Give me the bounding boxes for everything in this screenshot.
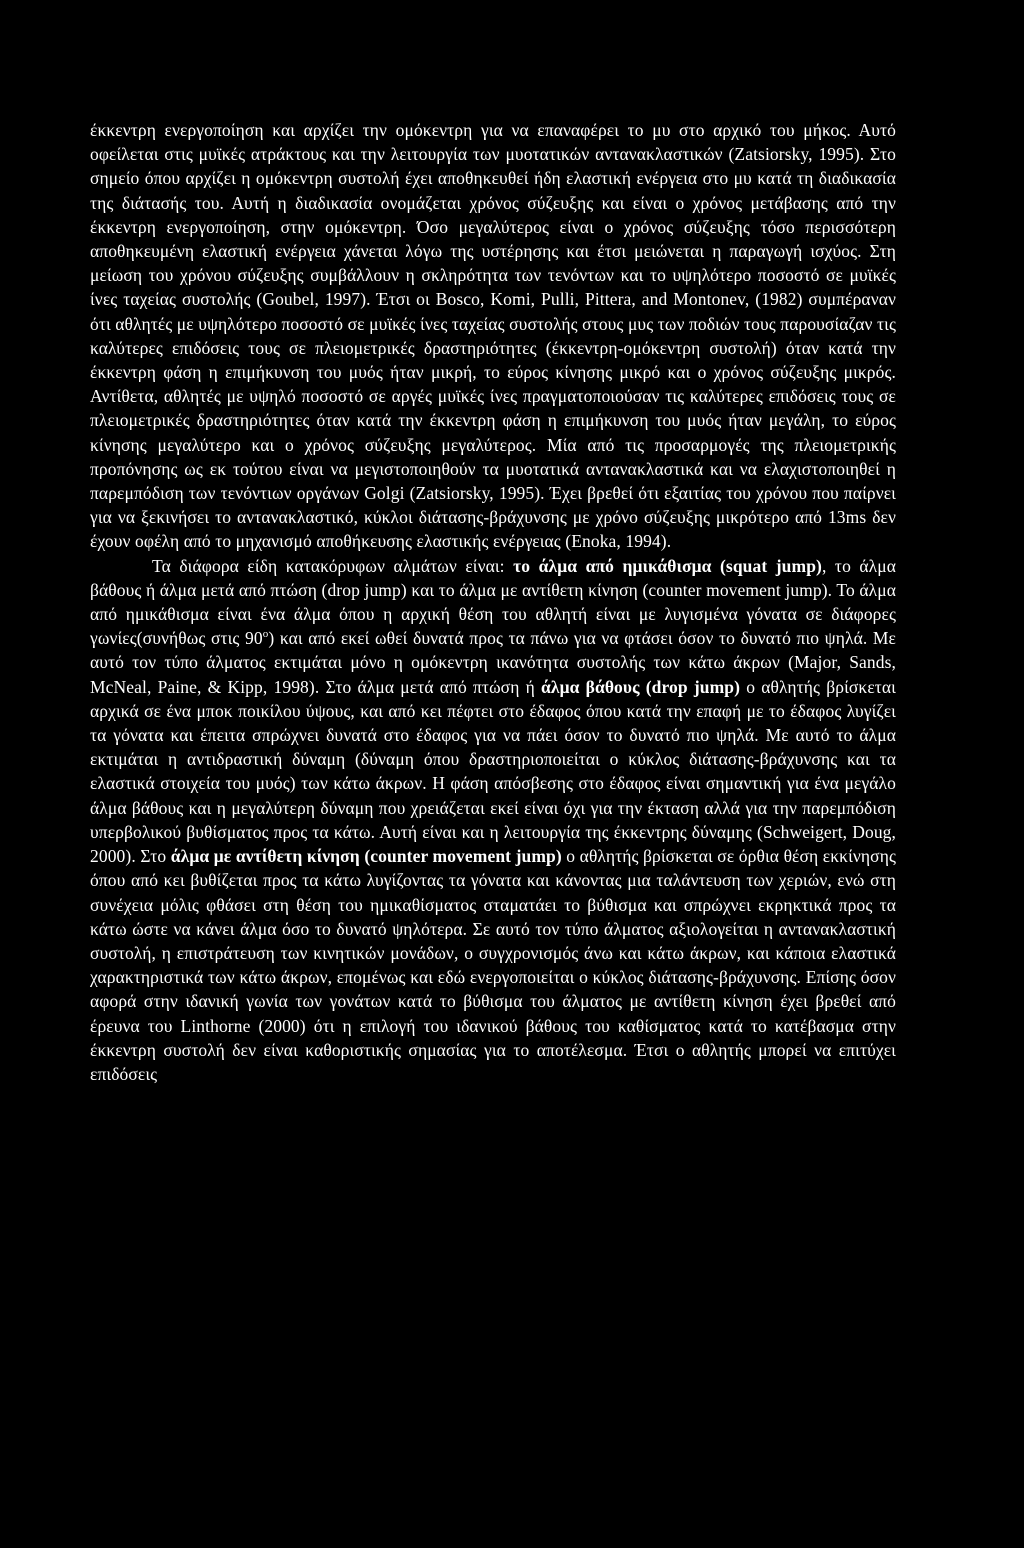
degree-superscript: ο bbox=[262, 628, 269, 641]
document-page bbox=[90, 118, 896, 1086]
paragraph-plyometric-coupling bbox=[90, 118, 896, 554]
bold-term-drop-jump: άλμα βάθους (drop jump) bbox=[541, 676, 741, 697]
text-run: , το άλμα βάθους ή άλμα μετά από πτώση (drop jump) και το άλμα με αντίθετη κίνηση (counter movement jump). Το άλμα από ημικάθισμα είναι ένα άλμα όπου η αρχική θέση του αθλητή είναι με λυγισμένα γόνατα σε διάφορες γωνίες(συνήθως στις 90 bbox=[90, 555, 897, 649]
text-run: ) και από εκεί ωθεί δυνατά προς τα πάνω για να φτάσει όσον το δυνατό πιο ψηλά. Με αυτό τον τύπο άλματος εκτιμάται μόνο η ομόκεντρη ικανότητα συστολής των κάτω άκρων (Major, Sands, McNeal, Paine, & Kipp, 1998). Στο άλμα μετά από πτώση ή bbox=[90, 628, 896, 697]
text-run: Τα διάφορα είδη κατακόρυφων αλμάτων είναι: bbox=[152, 555, 514, 576]
bold-term-counter-movement-jump: άλμα με αντίθετη κίνηση (counter movement jump) bbox=[170, 846, 562, 867]
bold-term-squat-jump: το άλμα από ημικάθισμα (squat jump) bbox=[513, 555, 822, 576]
text-run: ο αθλητής βρίσκεται σε όρθια θέση εκκίνησης όπου από κει βυθίζεται προς τα κάτω λυγίζοντας τα γόνατα και κάνοντας μια ταλάντευση των χεριών, ενώ στη συνέχεια μόλις φθάσει στη θέση του ημικαθίσματος σταματάει το βύθισμα και σπρώχνει εκρηκτικά προς τα κάτω ώστε να κάνει άλμα όσο το δυνατό ψηλότερα. Σε αυτό τον τύπο άλματος αξιολογείται η αντανακλαστική συστολή, η επιστράτευση των κινητικών μονάδων, ο συγχρονισμός άνω και κάτω άκρων, και κάποια ελαστικά χαρακτηριστικά των κάτω άκρων, επομένως και εδώ ενεργοποιείται ο κύκλος διάτασης-βράχυνσης. Επίσης όσον αφορά στην ιδανική γωνία των γονάτων κατά το βύθισμα του άλματος με αντίθετη κίνηση έχει βρεθεί από έρευνα του Linthorne (2000) ότι η επιλογή του ιδανικού βάθους του καθίσματος κατά το κατέβασμα στην έκκεντρη συστολή δεν είναι καθοριστικής σημασίας για το αποτέλεσμα. Έτσι ο αθλητής μπορεί να επιτύχει επιδόσεις bbox=[90, 846, 896, 1084]
paragraph-text: έκκεντρη ενεργοποίηση και αρχίζει την ομόκεντρη για να επαναφέρει το μυ στο αρχικό του μήκος. Αυτό οφείλεται στις μυϊκές ατράκτους και την λειτουργία των μυοτατικών αντανακλαστικών (Zatsiorsky, 1995). Στο σημείο όπου αρχίζει η ομόκεντρη συστολή έχει αποθηκευθεί ήδη ελαστική ενέργεια στο μυ κατά τη διαδικασία της διάτασής του. Αυτή η διαδικασία ονομάζεται χρόνος σύζευξης και είναι ο χρόνος μετάβασης από την έκκεντρη ενεργοποίηση, στην ομόκεντρη. Όσο μεγαλύτερος είναι ο χρόνος σύζευξης τόσο περισσότερη αποθηκευμένη ελαστική ενέργεια χάνεται λόγω της υστέρησης και έτσι μειώνεται η παραγωγή ισχύος. Στη μείωση του χρόνου σύζευξης συμβάλλουν η σκληρότητα των τενόντων και το υψηλότερο ποσοστό σε μυϊκές ίνες ταχείας συστολής (Goubel, 1997). Έτσι οι Bosco, Komi, Pulli, Pittera, and Montonev, (1982) συμπέραναν ότι αθλητές με υψηλότερο ποσοστό σε μυϊκές ίνες ταχείας συστολής στους μυς των ποδιών τους παρουσίαζαν τις καλύτερες επιδόσεις τους σε πλειομετρικές δραστηριότητες (έκκεντρη-ομόκεντρη συστολή) όταν κατά την έκκεντρη φάση η επιμήκυνση του μυός ήταν μικρή, το εύρος κίνησης μικρό και ο χρόνος σύζευξης μικρός. Αντίθετα, αθλητές με υψηλό ποσοστό σε αργές μυϊκές ίνες πραγματοποιούσαν τις καλύτερες επιδόσεις τους σε πλειομετρικές δραστηριότητες όταν κατά την έκκεντρη φάση η επιμήκυνση του μυός ήταν μεγάλη, το εύρος κίνησης μεγαλύτερο και ο χρόνος σύζευξης μεγαλύτερος. Μία από τις προσαρμογές της πλειομετρικής προπόνησης ως εκ τούτου είναι να μεγιστοποιηθούν τα μυοτατικά αντανακλαστικά και να ελαχιστοποιηθεί η παρεμπόδιση των τενόντιων οργάνων Golgi (Zatsiorsky, 1995). Έχει βρεθεί ότι εξαιτίας του χρόνου που παίρνει για να ξεκινήσει το αντανακλαστικό, κύκλοι διάτασης-βράχυνσης με χρόνο σύζευξης μικρότερο από 13ms δεν έχουν οφέλη από το μηχανισμό αποθήκευσης ελαστικής ενέργειας (Enoka, 1994). bbox=[90, 120, 896, 552]
text-run: ο αθλητής βρίσκεται αρχικά σε ένα μποκ ποικίλου ύψους, και από κει πέφτει στο έδαφος όπου κατά την επαφή με το έδαφος λυγίζει τα γόνατα και έπειτα σπρώχνει δυνατά στο έδαφος για να πάει όσον το δυνατό πιο ψηλά. Με αυτό το άλμα εκτιμάται η αντιδραστική δύναμη (δύναμη όπου δραστηριοποιείται ο κύκλος διάτασης-βράχυνσης και τα ελαστικά στοιχεία του μυός) των κάτω άκρων. Η φάση απόσβεσης στο έδαφος είναι σημαντική για ένα μεγάλο άλμα βάθους και η μεγαλύτερη δύναμη που χρειάζεται εκεί είναι όχι για την έκταση αλλά για την παρεμπόδιση υπερβολικού βυθίσματος προς τα κάτω. Αυτή είναι και η λειτουργία της έκκεντρης δύναμης (Schweigert, Doug, 2000). Στο bbox=[90, 676, 896, 867]
paragraph-vertical-jumps bbox=[90, 554, 896, 1086]
